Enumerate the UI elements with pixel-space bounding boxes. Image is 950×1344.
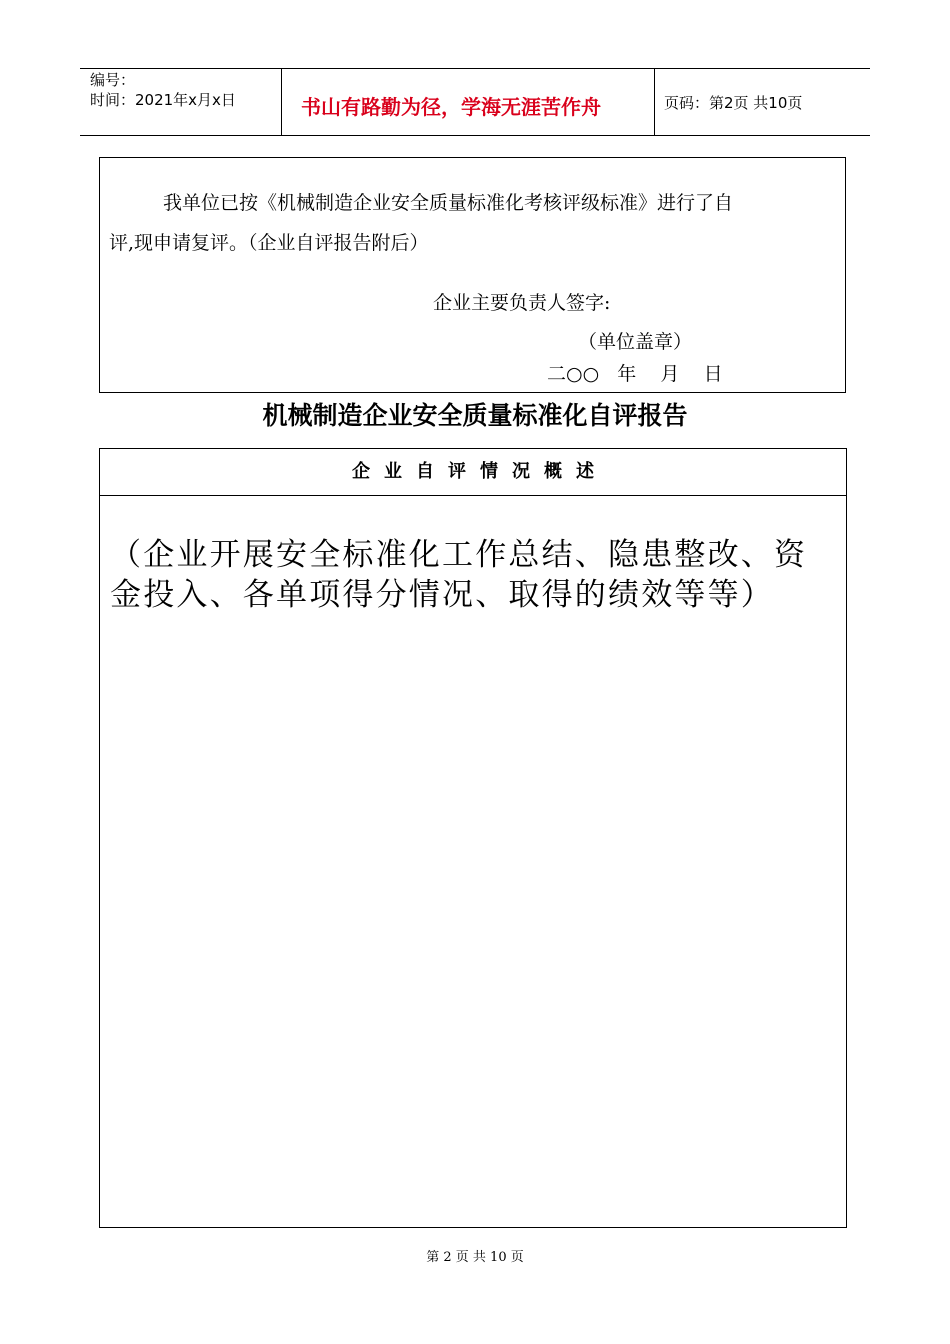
header-motto: 书山有路勤为径，学海无涯苦作舟	[301, 95, 601, 119]
application-paragraph-line1: 我单位已按《机械制造企业安全质量标准化考核评级标准》进行了自	[163, 192, 734, 214]
report-title: 机械制造企业安全质量标准化自评报告	[262, 401, 688, 430]
application-paragraph-line2: 评,现申请复评。（企业自评报告附后）	[109, 232, 429, 254]
document-date: 时间：2021年x月x日	[90, 91, 236, 109]
application-box	[99, 157, 846, 393]
instruction-text: （企业开展安全标准化工作总结、隐患整改、资金投入、各单项得分情况、取得的绩效等等）	[110, 537, 808, 613]
document-number-label: 编号：	[90, 71, 136, 89]
header-divider-right	[654, 68, 655, 136]
header-bottom-rule	[80, 135, 870, 136]
page-footer: 第 2 页 共 10 页	[426, 1250, 524, 1265]
header-page-info: 页码：第2页 共10页	[664, 94, 803, 112]
section-divider	[100, 495, 846, 496]
signature-label: 企业主要负责人签字:	[433, 292, 611, 314]
section-header: 企业自评情况概述	[352, 461, 608, 482]
header-divider-left	[281, 68, 282, 136]
date-line: 二○○ 年 月 日	[547, 363, 723, 385]
header-top-rule	[80, 68, 870, 69]
seal-label: （单位盖章）	[578, 331, 693, 353]
self-evaluation-box	[99, 448, 847, 1228]
